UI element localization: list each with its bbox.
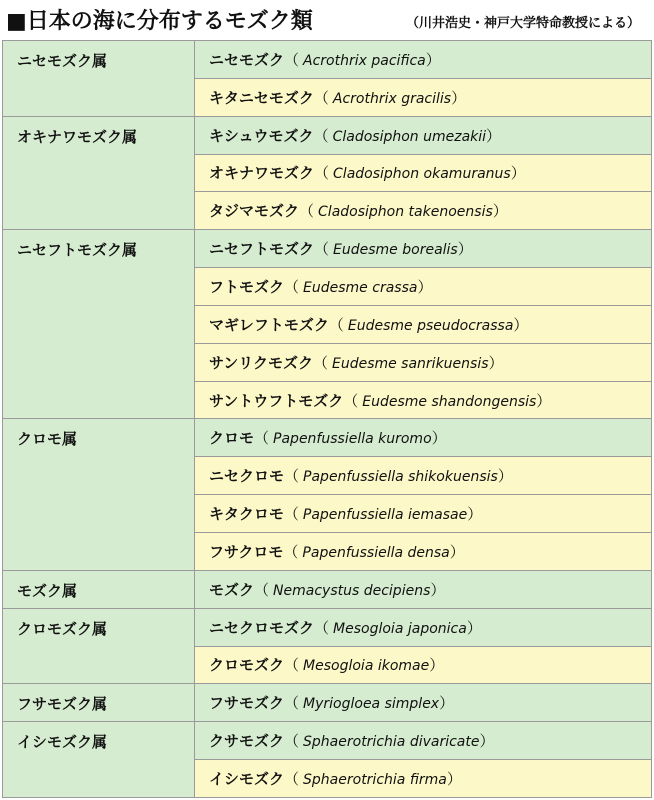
japanese-name: ニセクロモズク xyxy=(209,618,315,637)
table-row xyxy=(3,608,652,646)
table-row xyxy=(3,722,652,760)
table-row xyxy=(3,41,652,79)
species-cell xyxy=(195,230,652,268)
species-cell xyxy=(195,343,652,381)
scientific-name: Eudesme shandongensis xyxy=(362,393,537,410)
scientific-name: Papenfussiella iemasae xyxy=(302,507,468,524)
close-paren: ） xyxy=(510,164,526,183)
species-table xyxy=(2,40,652,798)
close-paren: ） xyxy=(425,50,441,69)
japanese-name: キシュウモズク xyxy=(209,126,314,145)
open-paren: （ xyxy=(313,126,329,145)
species-cell xyxy=(195,570,652,608)
japanese-name: サンリクモズク xyxy=(209,353,313,372)
open-paren: （ xyxy=(283,505,299,524)
japanese-name: ニセフトモズク xyxy=(209,240,315,259)
species-cell xyxy=(195,78,652,116)
close-paren: ） xyxy=(457,240,473,259)
scientific-name: Cladosiphon takenoensis xyxy=(318,204,493,221)
close-paren: ） xyxy=(446,770,462,789)
species-cell xyxy=(195,268,652,306)
japanese-name: クロモズク xyxy=(209,656,285,675)
species-cell xyxy=(195,154,652,192)
close-paren: ） xyxy=(466,618,482,637)
table-row xyxy=(3,116,652,154)
scientific-name: Cladosiphon umezakii xyxy=(332,128,487,145)
japanese-name: フサモズク xyxy=(209,694,285,713)
close-paren: ） xyxy=(479,732,495,751)
open-paren: （ xyxy=(284,467,300,486)
japanese-name: オキナワモズク xyxy=(209,164,315,183)
close-paren: ） xyxy=(429,656,445,675)
open-paren: （ xyxy=(283,542,299,561)
close-paren: ） xyxy=(417,277,433,296)
species-cell xyxy=(195,608,652,646)
species-cell xyxy=(195,684,652,722)
close-paren: ） xyxy=(451,88,467,107)
species-cell xyxy=(195,646,652,684)
scientific-name: Sphaerotrichia divaricate xyxy=(303,734,480,751)
close-paren: ） xyxy=(492,202,508,221)
table-row xyxy=(3,684,652,722)
page-title: ■日本の海に分布するモズク類 xyxy=(6,9,313,34)
scientific-name: Papenfussiella shikokuensis xyxy=(303,469,498,486)
species-table-body xyxy=(3,41,652,798)
species-cell xyxy=(195,381,652,419)
scientific-name: Sphaerotrichia firma xyxy=(303,772,447,789)
species-cell xyxy=(195,192,652,230)
open-paren: （ xyxy=(313,88,329,107)
open-paren: （ xyxy=(314,164,330,183)
open-paren: （ xyxy=(314,618,330,637)
scientific-name: Cladosiphon okamuranus xyxy=(333,166,511,183)
close-paren: ） xyxy=(488,353,504,372)
open-paren: （ xyxy=(284,732,300,751)
genus-cell: イシモズク属 xyxy=(3,722,195,798)
species-cell xyxy=(195,457,652,495)
genus-cell: クロモ属 xyxy=(3,419,195,570)
open-paren: （ xyxy=(254,429,270,448)
close-paren: ） xyxy=(439,694,455,713)
header xyxy=(0,0,654,38)
japanese-name: イシモズク xyxy=(209,770,285,789)
species-cell xyxy=(195,305,652,343)
japanese-name: フサクロモ xyxy=(209,542,284,561)
genus-cell: フサモズク属 xyxy=(3,684,195,722)
japanese-name: ニセクロモ xyxy=(209,467,285,486)
species-cell xyxy=(195,41,652,79)
open-paren: （ xyxy=(254,580,270,599)
close-paren: ） xyxy=(513,315,529,334)
species-cell xyxy=(195,760,652,798)
open-paren: （ xyxy=(312,353,328,372)
scientific-name: Myriogloea simplex xyxy=(303,696,440,713)
species-cell xyxy=(195,419,652,457)
credit-note: （川井浩史・神戸大学特命教授による） xyxy=(405,16,640,31)
scientific-name: Eudesme borealis xyxy=(333,242,458,259)
japanese-name: ニセモズク xyxy=(209,50,285,69)
japanese-name: キタニセモズク xyxy=(209,88,314,107)
open-paren: （ xyxy=(284,694,300,713)
genus-cell: ニセフトモズク属 xyxy=(3,230,195,419)
species-cell xyxy=(195,532,652,570)
japanese-name: フトモズク xyxy=(209,277,285,296)
table-row xyxy=(3,570,652,608)
japanese-name: タジマモズク xyxy=(209,202,300,221)
close-paren: ） xyxy=(431,429,447,448)
japanese-name: クロモ xyxy=(209,429,255,448)
scientific-name: Papenfussiella kuromo xyxy=(273,431,432,448)
open-paren: （ xyxy=(284,277,300,296)
genus-cell: モズク属 xyxy=(3,570,195,608)
open-paren: （ xyxy=(284,656,300,675)
scientific-name: Acrothrix pacifica xyxy=(303,52,426,69)
scientific-name: Eudesme sanrikuensis xyxy=(331,355,489,372)
close-paren: ） xyxy=(449,542,465,561)
close-paren: ） xyxy=(486,126,502,145)
japanese-name: クサモズク xyxy=(209,732,285,751)
japanese-name: モズク xyxy=(209,580,255,599)
japanese-name: サントウフトモズク xyxy=(209,391,344,410)
close-paren: ） xyxy=(430,580,446,599)
species-cell xyxy=(195,116,652,154)
open-paren: （ xyxy=(343,391,359,410)
japanese-name: キタクロモ xyxy=(209,505,284,524)
scientific-name: Papenfussiella densa xyxy=(302,544,450,561)
scientific-name: Mesogloia japonica xyxy=(333,620,467,637)
scientific-name: Acrothrix gracilis xyxy=(332,90,452,107)
species-cell xyxy=(195,722,652,760)
open-paren: （ xyxy=(299,202,315,221)
close-paren: ） xyxy=(497,467,513,486)
open-paren: （ xyxy=(284,50,300,69)
table-row xyxy=(3,230,652,268)
species-cell xyxy=(195,495,652,533)
japanese-name: マギレフトモズク xyxy=(209,315,329,334)
open-paren: （ xyxy=(314,240,330,259)
scientific-name: Eudesme crassa xyxy=(303,279,418,296)
close-paren: ） xyxy=(467,505,483,524)
open-paren: （ xyxy=(284,770,300,789)
table-row xyxy=(3,419,652,457)
open-paren: （ xyxy=(328,315,344,334)
close-paren: ） xyxy=(536,391,552,410)
scientific-name: Eudesme pseudocrassa xyxy=(347,317,514,334)
genus-cell: クロモズク属 xyxy=(3,608,195,684)
scientific-name: Nemacystus decipiens xyxy=(273,582,431,599)
genus-cell: オキナワモズク属 xyxy=(3,116,195,230)
scientific-name: Mesogloia ikomae xyxy=(303,658,430,675)
genus-cell: ニセモズク属 xyxy=(3,41,195,117)
